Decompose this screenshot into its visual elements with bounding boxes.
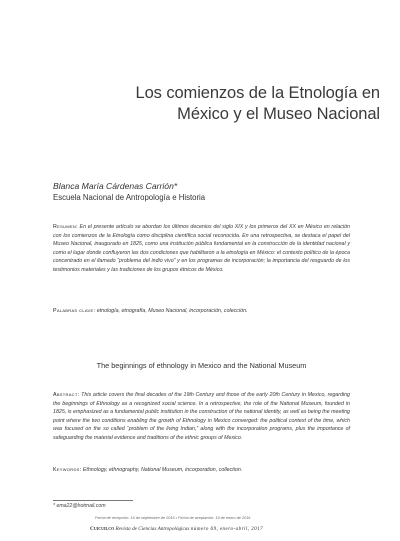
resumen-text: En el presente artículo se abordan los últimos decenios del siglo XIX y los primeros del XX en México en relación con los comienzos de la Etnología como disciplina científica social reconocida. En una retrospectiva, se destaca el papel del Museo Nacional, inaugurado en 1825, como una institución pública fundamental en la construcción de la identidad nacional y como el lugar donde confluyeron las dos condiciones que habilitaron a la etnología en México: el contexto político de la época concentrado en el llamado “problema del indio vivo” y en los programas de incorporación; la importancia del resguardo de los testimonios materiales y las tradiciones de los grupos étnicos de México. (53, 224, 350, 273)
resumen-label: Resumen: (53, 224, 78, 230)
palabras-clave-label: Palabras clave: (53, 308, 96, 314)
journal-name: Cuicuilco (90, 526, 115, 532)
journal-issue: número 69, enero-abril, 2017 (190, 526, 264, 532)
reception-dates: Fecha de recepción: 16 de septiembre de 2016 • Fecha de aceptación: 19 de enero de 2016 (95, 516, 251, 520)
author-affiliation: Escuela Nacional de Antropología e Historia (53, 193, 206, 202)
resumen-block (53, 223, 350, 275)
article-title-line-2: México y el Museo Nacional (177, 105, 380, 123)
english-title: The beginnings of ethnology in Mexico and the National Museum (96, 361, 307, 370)
author-name: Blanca María Cárdenas Carrión* (53, 181, 178, 191)
keywords-label: Keywords: (53, 467, 82, 473)
abstract-block (53, 391, 350, 443)
author-email-footnote: * ema22@hotmail.com (53, 503, 106, 509)
palabras-clave-text: etnología, etnografía, Museo Nacional, incorporación, colección. (96, 308, 248, 314)
abstract-label: Abstract: (53, 392, 80, 398)
journal-subtitle: Revista de Ciencias Antropológicas (115, 526, 190, 532)
article-title-line-1: Los comienzos de la Etnología en (135, 84, 380, 102)
footnote-rule (53, 500, 133, 501)
abstract-text: This article covers the final decades of the 19th Century and those of the early 20th Century in Mexico, regarding the beginnings of Ethnology as a recognized social science. In a retrospective, the role of the National Museum, founded in 1825, is emphasized as a fundamental public institution in the construction of the national identity, as well as being the meeting point where the two conditions enabling the growth of Ethnology in Mexico converged: the political context of the time, which was focused on the so called “problem of the living Indian,” along with the incorporation programs, plus the importance of safeguarding the material evidence and traditions of the ethnic groups of Mexico. (53, 392, 350, 441)
keywords-text: Ethnology, ethnography, National Museum, incorporation, collection. (82, 467, 243, 473)
palabras-clave-block (53, 307, 350, 316)
keywords-block (53, 466, 350, 475)
journal-footer (90, 526, 263, 532)
